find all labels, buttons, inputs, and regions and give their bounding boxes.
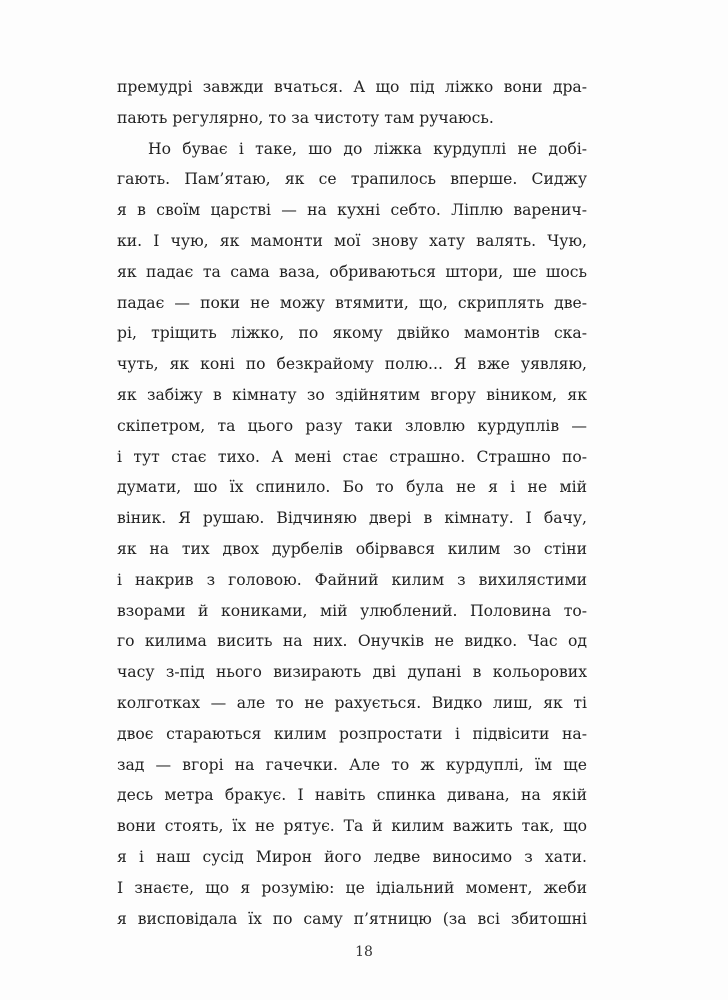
text-line: десь метра бракує. І навіть спинка дивана, на якій xyxy=(117,786,587,805)
page-number: 18 xyxy=(355,944,373,960)
text-line: ки. І чую, як мамонти мої знову хату валять. Чую, xyxy=(117,231,587,250)
text-line: часу з-під нього визирають дві дупані в кольорових xyxy=(117,663,587,682)
text-line: віник. Я рушаю. Відчиняю двері в кімнату. І бачу, xyxy=(117,509,587,528)
text-line: я і наш сусід Мирон його ледве виносимо з хати. xyxy=(117,847,587,866)
text-line: двоє стараються килим розпростати і підвісити на- xyxy=(117,724,587,743)
text-line: як забіжу в кімнату зо здійнятим вгору віником, як xyxy=(117,385,587,404)
text-line: рі, тріщить ліжко, по якому двійко мамонтів ска- xyxy=(117,324,587,343)
text-line: скіпетром, та цього разу таки зловлю курдуплів — xyxy=(117,416,587,435)
text-line: зад — вгорі на гачечки. Але то ж курдуплі, їм ще xyxy=(117,755,587,774)
body-text xyxy=(117,72,587,934)
text-line: го килима висить на них. Онучків не видко. Час од xyxy=(117,632,587,651)
text-line: чуть, як коні по безкрайому полю... Я вже уявляю, xyxy=(117,355,587,374)
text-line: я висповідала їх по саму п’ятницю (за всі збитошні xyxy=(117,909,587,928)
text-line: як на тих двох дурбелів обірвався килим зо стіни xyxy=(117,539,587,558)
text-line: пають регулярно, то за чистоту там ручаюсь. xyxy=(117,108,494,127)
text-line: думати, шо їх спинило. Бо то була не я і не мій xyxy=(117,478,587,497)
text-line: падає — поки не можу втямити, що, скриплять две- xyxy=(117,293,587,312)
text-line: як падає та сама ваза, обриваються штори, ше шось xyxy=(117,262,587,281)
text-line: Но буває і таке, шо до ліжка курдуплі не добі- xyxy=(148,139,587,158)
text-line: гають. Пам’ятаю, як се трапилось вперше. Сиджу xyxy=(117,170,587,189)
text-line: премудрі завжди вчаться. А що під ліжко вони дра- xyxy=(117,78,587,96)
text-line: і тут стає тихо. А мені стає страшно. Страшно по- xyxy=(117,447,587,466)
text-line: взорами й кониками, мій улюблений. Половина то- xyxy=(117,601,587,620)
text-line: колготках — але то не рахується. Видко лиш, як ті xyxy=(117,693,587,712)
text-line: і накрив з головою. Файний килим з вихилястими xyxy=(117,570,587,589)
text-line: я в своїм царстві — на кухні себто. Ліплю варенич- xyxy=(117,201,587,220)
text-line: вони стоять, їх не рятує. Та й килим важить так, що xyxy=(117,817,587,836)
text-line: І знаєте, що я розумію: це ідіальний момент, жеби xyxy=(117,878,587,897)
